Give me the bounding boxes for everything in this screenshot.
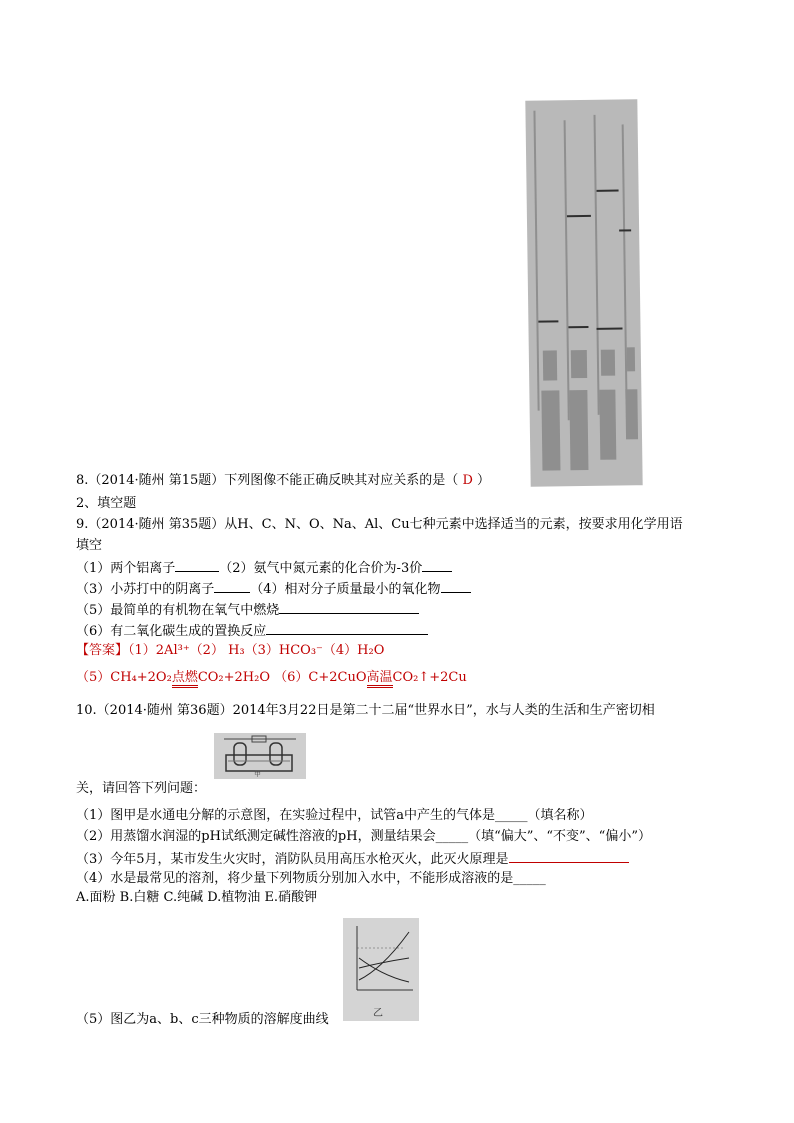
q8-graph-photo bbox=[525, 99, 642, 487]
q9-blank1[interactable] bbox=[175, 559, 219, 572]
q9-item5: （5）最简单的有机物在氧气中燃烧 bbox=[76, 603, 280, 618]
q9-row-3 bbox=[76, 601, 419, 619]
q9-answer-row2 bbox=[76, 670, 467, 686]
q9-item4: （4）相对分子质量最小的氧化物 bbox=[250, 582, 441, 597]
q10-options: A.面粉 B.白糖 C.纯碱 D.植物油 E.硝酸钾 bbox=[76, 890, 318, 905]
q9-item2: （2）氨气中氮元素的化合价为-3价 bbox=[219, 561, 423, 576]
q9-answer-label: 【答案】 bbox=[76, 643, 129, 658]
q9-condition-ignite: 点燃 bbox=[172, 670, 198, 688]
q9-item6: （6）有二氧化碳生成的置换反应 bbox=[76, 624, 267, 639]
q9-blank5[interactable] bbox=[279, 601, 419, 614]
q9-item3: （3）小苏打中的阴离子 bbox=[76, 582, 215, 597]
solubility-figure bbox=[343, 918, 419, 1021]
section-title: 2、填空题 bbox=[76, 496, 137, 511]
figure1-caption: 甲 bbox=[254, 770, 261, 778]
q10-stem-line1: 10.（2014·随州 第36题）2014年3月22日是第二十二届“世界水日”，水与人类的生活和生产密切相 bbox=[76, 703, 655, 718]
q9-row-4 bbox=[76, 622, 428, 640]
q9-row-2 bbox=[76, 580, 471, 598]
q10-item3: （3）今年5月，某市发生火灾时，消防队员用高压水枪灭火，此灭火原理是 bbox=[76, 852, 509, 867]
solubility-curves bbox=[343, 918, 419, 1004]
q8-answer: D bbox=[462, 473, 473, 488]
q9-answer-part5: （5）CH₄+2O₂ bbox=[76, 670, 172, 685]
q10-blank3[interactable] bbox=[509, 850, 629, 863]
q9-stem-line2: 填空 bbox=[76, 538, 103, 553]
q8-text-after: ） bbox=[472, 473, 491, 488]
q9-answer-part6: CO₂+2H₂O （6）C+2CuO bbox=[197, 670, 367, 685]
q9-row-1 bbox=[76, 559, 452, 577]
q10-item4: （4）水是最常见的溶剂，将少量下列物质分别加入水中，不能形成溶液的是_____ bbox=[76, 871, 546, 886]
q10-item1: （1）图甲是水通电分解的示意图，在实验过程中，试管a中产生的气体是_____（填名称） bbox=[76, 808, 593, 823]
q10-stem-line2: 关，请回答下列问题： bbox=[76, 781, 207, 796]
q9-answer-line1: （1）2Al³⁺（2） H₃（3）HCO₃⁻（4）H₂O bbox=[128, 643, 385, 658]
q9-blank4[interactable] bbox=[441, 580, 471, 593]
q9-answer-row1 bbox=[76, 643, 384, 659]
figure2-caption: 乙 bbox=[373, 1008, 383, 1019]
q9-condition-heat: 高温 bbox=[367, 670, 393, 688]
q10-row-3 bbox=[76, 850, 629, 868]
electrolysis-figure bbox=[214, 733, 306, 779]
q9-blank6[interactable] bbox=[266, 622, 428, 635]
q9-item1: （1）两个铝离子 bbox=[76, 561, 176, 576]
q9-stem-line1: 9.（2014·随州 第35题）从H、C、N、O、Na、Al、Cu七种元素中选择适当的元素，按要求用化学用语 bbox=[76, 517, 683, 532]
q10-item5: （5）图乙为a、b、c三种物质的溶解度曲线 bbox=[76, 1012, 329, 1027]
q9-answer-product: CO₂↑+2Cu bbox=[392, 670, 467, 685]
q8-question bbox=[76, 473, 490, 489]
q10-item2: （2）用蒸馏水润湿的pH试纸测定碱性溶液的pH，测量结果会_____（填“偏大”、“不变”、“偏小”） bbox=[76, 829, 651, 844]
q9-blank2[interactable] bbox=[422, 559, 452, 572]
q8-text-before: 8.（2014·随州 第15题）下列图像不能正确反映其对应关系的是（ bbox=[76, 473, 463, 488]
q9-blank3[interactable] bbox=[214, 580, 250, 593]
